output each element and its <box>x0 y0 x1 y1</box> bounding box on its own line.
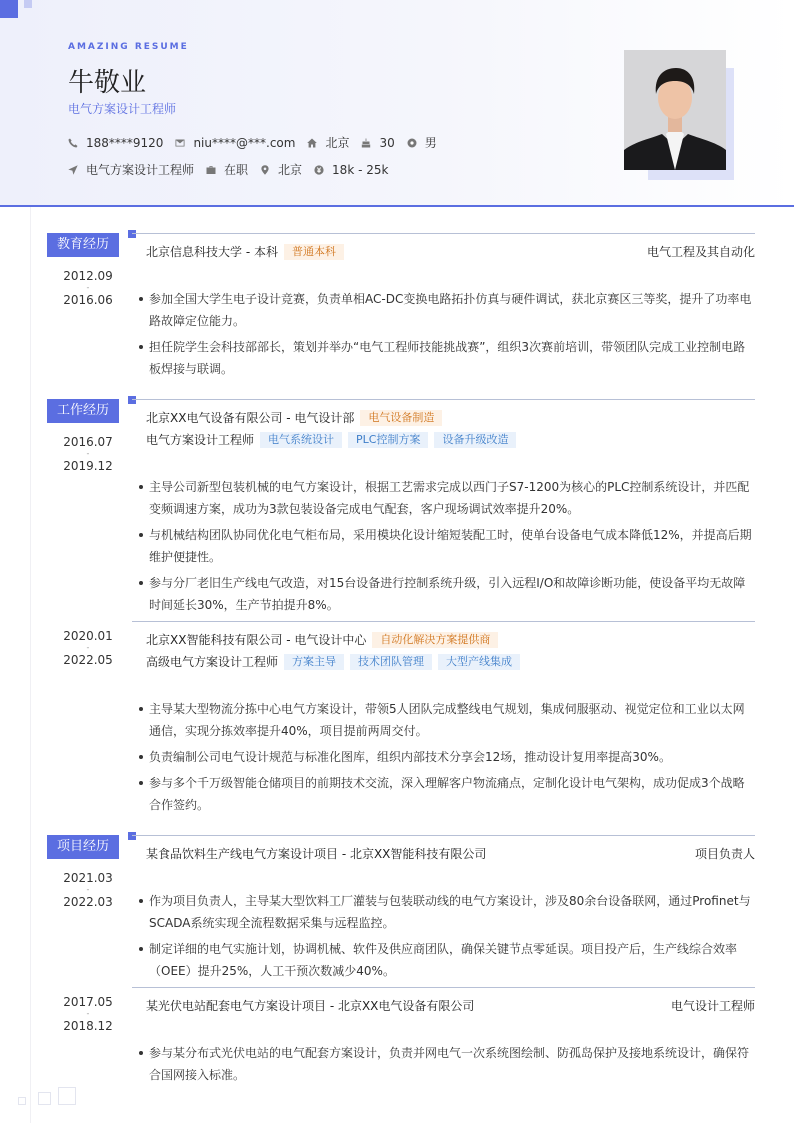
skill-tag: 电气系统设计 <box>260 432 342 448</box>
entry-divider <box>132 621 755 622</box>
section-divider <box>132 233 755 234</box>
project-date <box>50 870 126 910</box>
expected-salary: 18k - 25k <box>332 162 389 177</box>
avatar <box>624 50 726 170</box>
avatar-portrait <box>624 50 726 170</box>
intent-position: 电气方案设计工程师 <box>86 163 195 177</box>
intent-position-info <box>68 161 194 178</box>
role-title: 电气方案设计工程师 <box>146 433 255 447</box>
project-role: 电气设计工程师 <box>670 999 755 1013</box>
project-name: 某光伏电站配套电气方案设计项目 - 北京XX电气设备有限公司 <box>146 999 475 1013</box>
major: 电气工程及其自动化 <box>646 245 755 259</box>
start-date: 2017.05 <box>63 995 113 1009</box>
list-item: 主导某大型物流分拣中心电气方案设计，带领5人团队完成整线电气规划，集成伺服驱动、视觉定位和工业以太网通信，实现分拣效率提升40%，项目提前两周交付。 <box>136 698 752 742</box>
end-date: 2022.05 <box>63 653 113 667</box>
work-date <box>50 434 126 474</box>
company-name: 北京XX电气设备有限公司 - 电气设计部 <box>146 411 355 425</box>
education-date <box>50 268 126 308</box>
start-date: 2020.01 <box>63 629 113 643</box>
industry-tag: 电气设备制造 <box>360 410 442 426</box>
city: 北京 <box>325 136 350 150</box>
start-date: 2021.03 <box>63 871 113 885</box>
age: 30 <box>379 135 395 150</box>
end-date: 2018.12 <box>63 1019 113 1033</box>
candidate-title: 电气方案设计工程师 <box>68 102 177 116</box>
decor-square <box>0 0 18 18</box>
gender-icon <box>407 138 417 148</box>
section-label-education: 教育经历 <box>47 233 119 257</box>
start-date: 2016.07 <box>63 435 113 449</box>
section-marker <box>128 396 136 404</box>
phone-number: 188****9120 <box>86 135 164 150</box>
decor-square <box>58 1087 76 1105</box>
list-item: 与机械结构团队协同优化电气柜布局，采用模块化设计缩短装配工时，使单台设备电气成本降低12%，并提高后期维护便捷性。 <box>136 524 752 568</box>
briefcase-icon <box>206 165 216 175</box>
section-label-work: 工作经历 <box>47 399 119 423</box>
date-dash: - <box>86 1009 90 1018</box>
section-divider <box>132 835 755 836</box>
gender: 男 <box>424 136 437 150</box>
date-dash: - <box>86 449 90 458</box>
end-date: 2022.03 <box>63 895 113 909</box>
list-item: 作为项目负责人，主导某大型饮料工厂灌装与包装联动线的电气方案设计，涉及80余台设备联网，通过Profinet与SCADA系统实现全流程数据采集与远程监控。 <box>136 890 752 934</box>
job-intent-row <box>68 161 400 178</box>
list-item: 参加全国大学生电子设计竞赛，负责单相AC-DC变换电路拓扑仿真与硬件调试，获北京赛区三等奖，提升了功率电路故障定位能力。 <box>136 288 752 332</box>
email-address: niu****@***.com <box>193 135 296 150</box>
start-date: 2012.09 <box>63 269 113 283</box>
school-degree: 北京信息科技大学 - 本科 <box>146 245 278 259</box>
project-date <box>50 994 126 1034</box>
project-role: 项目负责人 <box>694 847 755 861</box>
side-decor-line <box>30 207 31 1123</box>
work-date <box>50 628 126 668</box>
role-row <box>146 431 516 448</box>
work-bullets <box>136 476 752 620</box>
company-name: 北京XX智能科技有限公司 - 电气设计中心 <box>146 633 367 647</box>
project-name: 某食品饮料生产线电气方案设计项目 - 北京XX智能科技有限公司 <box>146 847 487 861</box>
school-tag: 普通本科 <box>284 244 344 260</box>
decor-square-small <box>24 0 32 8</box>
education-row <box>146 243 344 260</box>
role-row <box>146 653 520 670</box>
home-icon <box>307 138 317 148</box>
end-date: 2016.06 <box>63 293 113 307</box>
skill-tag: 方案主导 <box>284 654 344 670</box>
salary-info <box>314 163 388 177</box>
industry-tag: 自动化解决方案提供商 <box>372 632 498 648</box>
work-bullets <box>136 698 752 820</box>
employment-status-info <box>206 161 248 178</box>
mail-icon <box>175 138 185 148</box>
list-item: 参与多个千万级智能仓储项目的前期技术交流，深入理解客户物流痛点，定制化设计电气架构，成功促成3个战略合作签约。 <box>136 772 752 816</box>
money-icon <box>314 165 324 175</box>
project-row <box>146 997 474 1014</box>
end-date: 2019.12 <box>63 459 113 473</box>
intent-city-info <box>260 161 302 178</box>
date-dash: - <box>86 643 90 652</box>
intent-city: 北京 <box>278 163 303 177</box>
list-item: 参与某分布式光伏电站的电气配套方案设计，负责并网电气一次系统图绘制、防孤岛保护及接地系统设计，确保符合国网接入标准。 <box>136 1042 752 1086</box>
decor-square <box>18 1097 26 1105</box>
role-title: 高级电气方案设计工程师 <box>146 655 279 669</box>
header-divider <box>0 205 794 207</box>
contact-info-row <box>68 134 449 151</box>
list-item: 负责编制公司电气设计规范与标准化图库，组织内部技术分享会12场，推动设计复用率提高30%。 <box>136 746 752 768</box>
city-info <box>307 134 349 151</box>
project-bullets <box>136 1042 752 1090</box>
project-row <box>146 845 486 862</box>
date-dash: - <box>86 283 90 292</box>
education-bullets <box>136 288 752 384</box>
decor-square <box>38 1092 51 1105</box>
entry-divider <box>132 987 755 988</box>
section-label-projects: 项目经历 <box>47 835 119 859</box>
cake-icon <box>361 138 371 148</box>
phone-icon <box>68 138 78 148</box>
skill-tag: PLC控制方案 <box>348 432 428 448</box>
project-bullets <box>136 890 752 986</box>
header-tagline: AMAZING RESUME <box>68 42 189 52</box>
skill-tag: 设备升级改造 <box>434 432 516 448</box>
skill-tag: 技术团队管理 <box>350 654 432 670</box>
list-item: 参与分厂老旧生产线电气改造，对15台设备进行控制系统升级，引入远程I/O和故障诊断功能，使设备平均无故障时间延长30%，生产节拍提升8%。 <box>136 572 752 616</box>
send-icon <box>68 165 78 175</box>
section-marker <box>128 832 136 840</box>
section-marker <box>128 230 136 238</box>
section-divider <box>132 399 755 400</box>
date-dash: - <box>86 885 90 894</box>
list-item: 主导公司新型包装机械的电气方案设计，根据工艺需求完成以西门子S7-1200为核心的PLC控制系统设计，并匹配变频调速方案，成功为3款包装设备完成电气配套，客户现场调试效率提升20%。 <box>136 476 752 520</box>
email-info <box>175 136 295 150</box>
location-pin-icon <box>260 165 270 175</box>
list-item: 制定详细的电气实施计划，协调机械、软件及供应商团队，确保关键节点零延误。项目投产后，生产线综合效率（OEE）提升25%，人工干预次数减少40%。 <box>136 938 752 982</box>
employment-status: 在职 <box>224 163 249 177</box>
skill-tag: 大型产线集成 <box>438 654 520 670</box>
age-info <box>361 136 394 150</box>
gender-info <box>407 134 437 151</box>
candidate-name: 牛敬业 <box>68 68 147 98</box>
company-row <box>146 409 442 426</box>
phone-info <box>68 136 163 150</box>
list-item: 担任院学生会科技部部长，策划并举办“电气工程师技能挑战赛”，组织3次赛前培训，带领团队完成工业控制电路板焊接与联调。 <box>136 336 752 380</box>
company-row <box>146 631 498 648</box>
